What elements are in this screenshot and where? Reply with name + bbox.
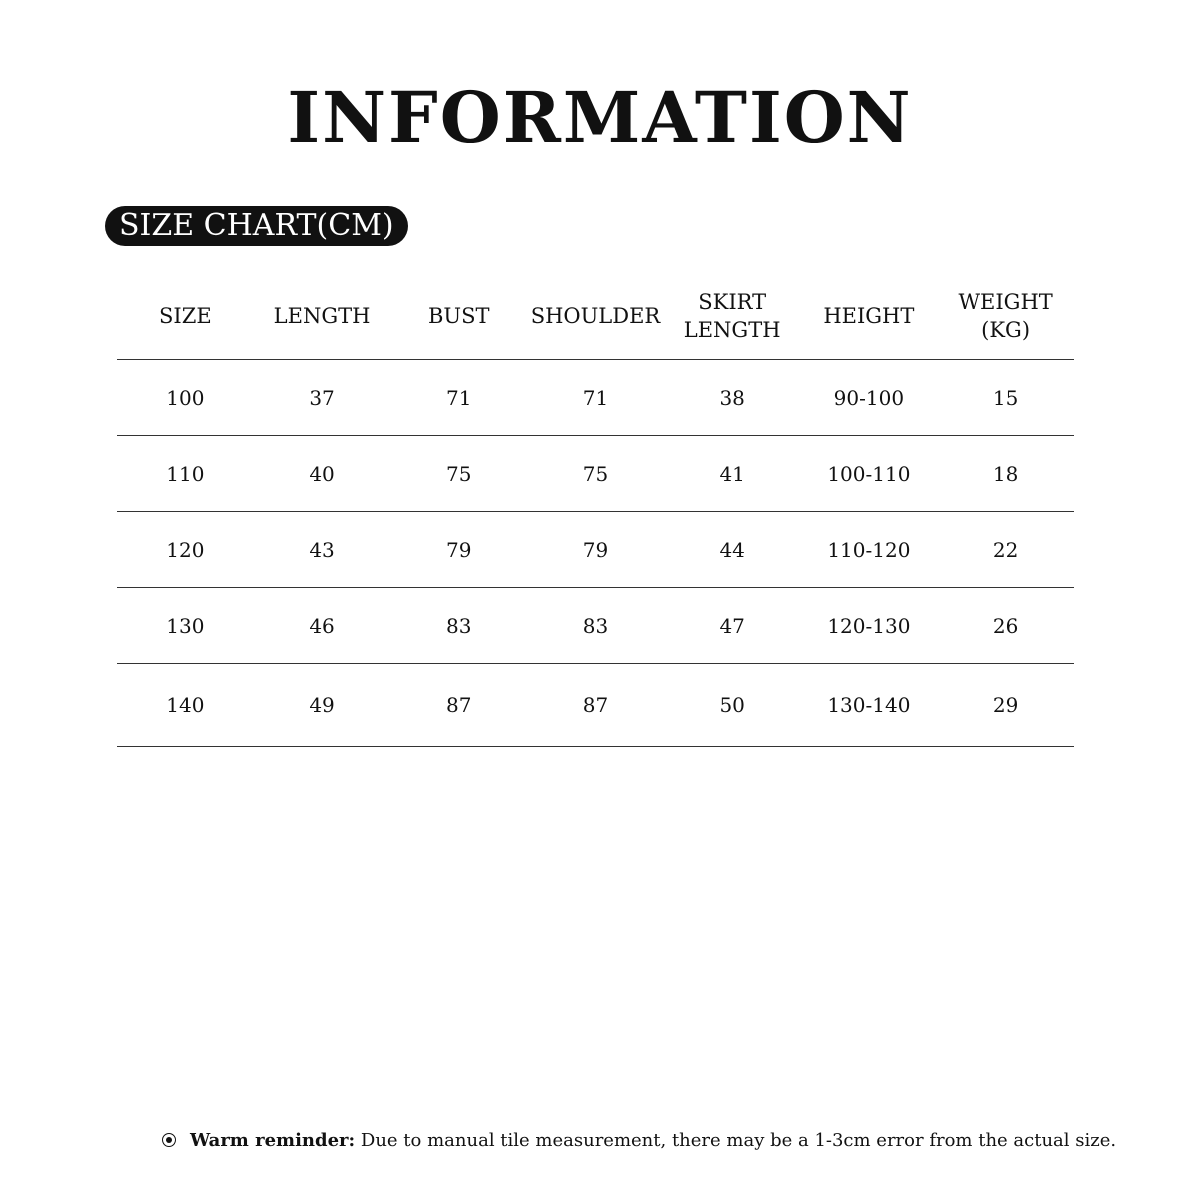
cell-shoulder: 71 — [582, 385, 609, 410]
header-length: LENGTH — [273, 303, 371, 328]
cell-shoulder: 83 — [582, 613, 609, 638]
cell-bust: 79 — [446, 537, 472, 562]
cell-length: 46 — [309, 613, 335, 638]
cell-weight: 18 — [992, 461, 1019, 486]
cell-size: 130 — [166, 613, 205, 638]
table-row — [117, 588, 1074, 664]
cell-skirt-length: 44 — [719, 537, 745, 562]
cell-size: 110 — [166, 461, 205, 486]
cell-bust: 75 — [446, 461, 472, 486]
reminder-label: Warm reminder: — [190, 1130, 356, 1151]
cell-height: 90-100 — [833, 385, 905, 410]
size-chart-table — [117, 272, 1074, 747]
cell-size: 120 — [166, 537, 205, 562]
cell-height: 130-140 — [827, 693, 911, 717]
cell-skirt-length: 47 — [719, 613, 745, 638]
page-title: INFORMATION — [287, 76, 913, 159]
reminder-text: Due to manual tile measurement, there may be a 1-3cm error from the actual size. — [355, 1130, 1117, 1151]
cell-shoulder: 75 — [582, 461, 609, 486]
cell-weight: 29 — [992, 693, 1019, 717]
header-shoulder: SHOULDER — [530, 303, 661, 328]
header-weight: WEIGHT (KG) — [958, 289, 1053, 342]
header-bust: BUST — [427, 303, 490, 328]
cell-bust: 83 — [446, 613, 472, 638]
header-size: SIZE — [159, 303, 212, 328]
cell-size: 100 — [166, 385, 205, 410]
cell-length: 40 — [309, 461, 335, 486]
cell-height: 100-110 — [827, 461, 911, 486]
cell-weight: 26 — [992, 613, 1019, 638]
cell-shoulder: 87 — [582, 693, 609, 717]
cell-bust: 87 — [446, 693, 472, 717]
table-row — [117, 360, 1074, 436]
cell-length: 43 — [309, 537, 335, 562]
cell-height: 110-120 — [827, 537, 911, 562]
cell-shoulder: 79 — [582, 537, 609, 562]
cell-size: 140 — [166, 693, 205, 717]
radio-dot-icon — [162, 1133, 176, 1147]
cell-height: 120-130 — [827, 613, 911, 638]
cell-length: 49 — [309, 693, 335, 717]
cell-length: 37 — [309, 385, 335, 410]
table-row — [117, 664, 1074, 747]
cell-skirt-length: 50 — [719, 693, 745, 717]
table-row — [117, 436, 1074, 512]
cell-skirt-length: 38 — [719, 385, 745, 410]
table-row — [117, 512, 1074, 588]
table-header-row — [117, 272, 1074, 360]
warm-reminder — [162, 1128, 1116, 1154]
size-chart-label: SIZE CHART(CM) — [105, 206, 408, 246]
cell-skirt-length: 41 — [719, 461, 745, 486]
header-skirt-length: SKIRT LENGTH — [683, 289, 781, 342]
cell-weight: 22 — [992, 537, 1019, 562]
cell-weight: 15 — [992, 385, 1019, 410]
header-height: HEIGHT — [823, 303, 915, 328]
cell-bust: 71 — [446, 385, 472, 410]
